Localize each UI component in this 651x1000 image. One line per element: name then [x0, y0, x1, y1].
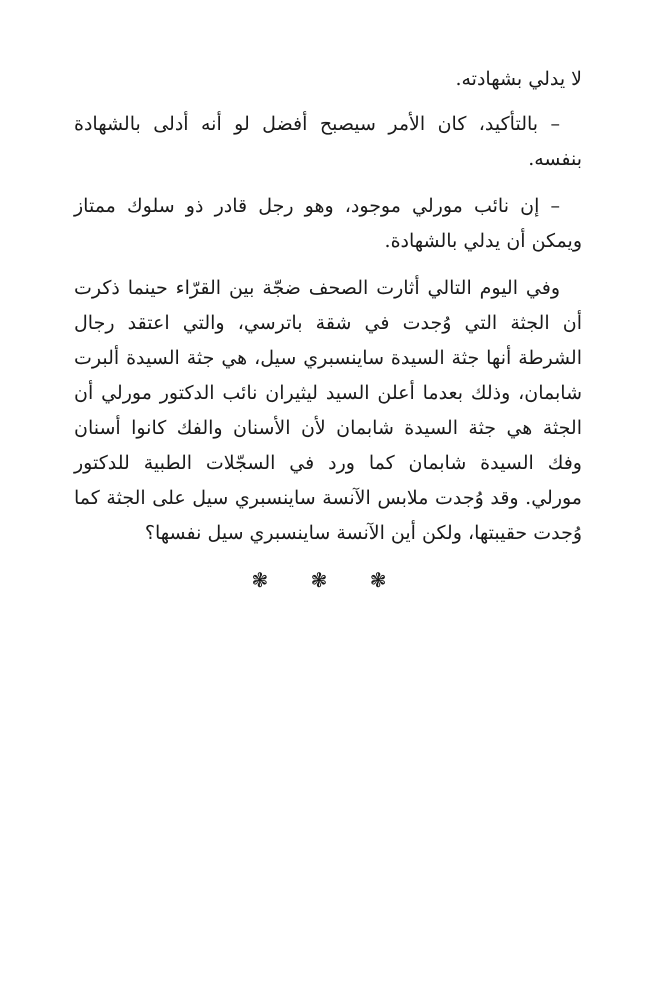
- paragraph-continuation: لا يدلي بشهادته.: [455, 68, 582, 90]
- dialogue-line-1: – بالتأكيد، كان الأمر سيصبح أفضل لو أنه أدلى بالشهادة بنفسه.: [74, 113, 582, 170]
- narrative-paragraph: وفي اليوم التالي أثارت الصحف ضجّة بين القرّاء حينما ذكرت أن الجثة التي وُجدت في شقة باترسي، والتي اعتقد رجال الشرطة أنها جثة السيدة ساينسبري سيل، هي جثة السيدة ألبرت شابمان، وذلك بعدما أعلن السيد ليثيران نائب الدكتور مورلي أن الجثة هي جثة السيدة شابمان لأن الأسنان والفك كانوا أسنان وفك السيدة شابمان كما ورد في السجّلات الطبية للدكتور مورلي. وقد وُجدت ملابس الآنسة ساينسبري سيل على الجثة كما وُجدت حقيبتها، ولكن أين الآنسة ساينسبري سيل نفسها؟: [74, 277, 582, 544]
- section-separator: ❃ ❃ ❃: [251, 568, 405, 592]
- dialogue-line-2: – إن نائب مورلي موجود، وهو رجل قادر ذو سلوك ممتاز ويمكن أن يدلي بالشهادة.: [74, 195, 582, 252]
